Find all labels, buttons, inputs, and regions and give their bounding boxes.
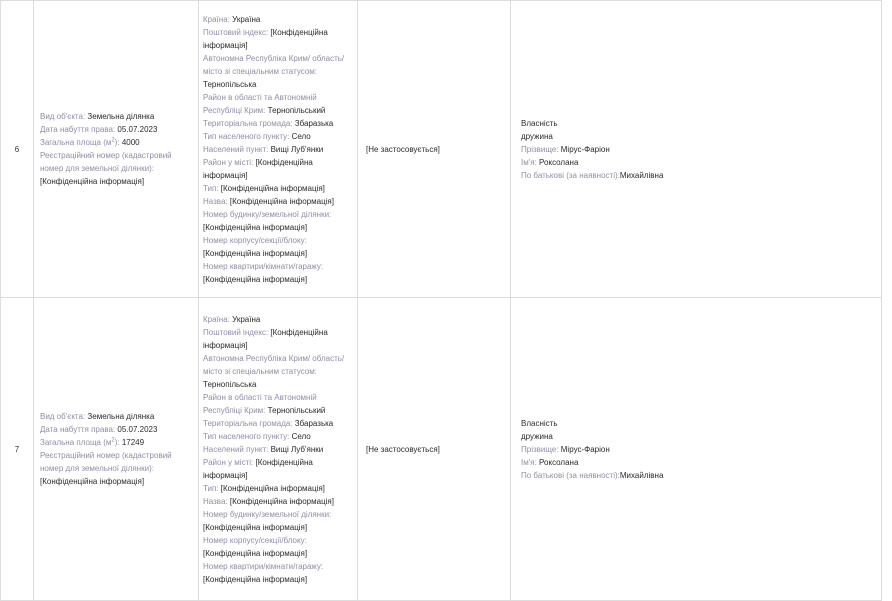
city-district-value: [Конфіденційна інформація] [203, 157, 313, 180]
table-row [1, 1, 882, 298]
object-type-value: Земельна ділянка [87, 412, 155, 421]
house-number-value: [Конфіденційна інформація] [203, 222, 308, 232]
house-number-label: Номер будинку/земельної ділянки: [203, 509, 332, 519]
area-label: Загальна площа $(м^2)$: [40, 137, 120, 147]
postal-label: Поштовий індекс: [203, 27, 269, 37]
patronymic-label: По батькові (за наявності): [521, 170, 620, 180]
community-value: Збаразька [294, 418, 334, 428]
object-cell [34, 298, 199, 601]
right-cell [358, 298, 511, 601]
region-value: Тернопільська [203, 379, 257, 389]
right-type: Власність [521, 118, 558, 128]
city-district-label: Район у місті: [203, 157, 254, 167]
apartment-value: [Конфіденційна інформація] [203, 574, 308, 584]
registration-number-label: Реєстраційний номер (кадастровий номер для земельної ділянки): [40, 151, 172, 173]
object-type-label: Вид об'єкта: [40, 412, 86, 421]
building-label: Номер корпусу/секції/блоку: [203, 535, 307, 545]
acquisition-date-label: Дата набуття права: [40, 425, 116, 434]
row-number: 6 [1, 1, 34, 298]
street-type-label: Тип: [203, 483, 219, 493]
acquisition-date-value: 05.07.2023 [117, 125, 158, 134]
street-type-label: Тип: [203, 183, 219, 193]
apartment-label: Номер квартири/кімнати/гаражу: [203, 561, 324, 571]
street-name-label: Назва: [203, 196, 228, 206]
country-value: Україна [232, 14, 261, 24]
surname-value: Мірус-Фаріон [560, 444, 610, 454]
region-value: Тернопільська [203, 79, 257, 89]
building-label: Номер корпусу/секції/блоку: [203, 235, 307, 245]
first-name-value: Роксолана [539, 157, 579, 167]
surname-label: Прізвище: [521, 444, 559, 454]
registration-number-value: [Конфіденційна інформація] [40, 177, 145, 186]
area-value: 17249 [121, 438, 145, 447]
patronymic-label: По батькові (за наявності): [521, 470, 620, 480]
patronymic-value: Михайлівна [619, 470, 664, 480]
owner-relation: дружина [521, 131, 553, 141]
house-number-label: Номер будинку/земельної ділянки: [203, 209, 332, 219]
address-cell [199, 298, 358, 601]
district-label: Район в області та Автономній Республіці Крим: [203, 92, 317, 115]
owner-relation: дружина [521, 431, 553, 441]
postal-label: Поштовий індекс: [203, 327, 269, 337]
postal-value: [Конфіденційна інформація] [203, 27, 328, 50]
region-label: Автономна Республіка Крим/ область/місто зі спеціальним статусом: [203, 353, 345, 376]
apartment-value: [Конфіденційна інформація] [203, 274, 308, 284]
settlement-type-value: Село [291, 431, 311, 441]
address-cell [199, 1, 358, 298]
object-cell [34, 1, 199, 298]
patronymic-value: Михайлівна [619, 170, 664, 180]
right-value: [Не застосовується] [366, 144, 440, 154]
district-value: Тернопільський [267, 105, 326, 115]
area-value: 4000 [121, 138, 140, 147]
settlement-type-value: Село [291, 131, 311, 141]
settlement-label: Населений пункт: [203, 144, 269, 154]
street-name-value: [Конфіденційна інформація] [229, 496, 334, 506]
postal-value: [Конфіденційна інформація] [203, 327, 328, 350]
surname-label: Прізвище: [521, 144, 559, 154]
street-type-value: [Конфіденційна інформація] [220, 183, 325, 193]
settlement-value: Вищі Луб'янки [270, 444, 324, 454]
country-label: Країна: [203, 14, 230, 24]
registration-number-value: [Конфіденційна інформація] [40, 477, 145, 486]
city-district-label: Район у місті: [203, 457, 254, 467]
community-value: Збаразька [294, 118, 334, 128]
settlement-type-label: Тип населеного пункту: [203, 431, 290, 441]
acquisition-date-value: 05.07.2023 [117, 425, 158, 434]
city-district-value: [Конфіденційна інформація] [203, 457, 313, 480]
right-cell [358, 1, 511, 298]
community-label: Територіальна громада: [203, 118, 293, 128]
row-number: 7 [1, 298, 34, 601]
settlement-value: Вищі Луб'янки [270, 144, 324, 154]
street-type-value: [Конфіденційна інформація] [220, 483, 325, 493]
owner-cell [511, 298, 882, 601]
object-type-value: Земельна ділянка [87, 112, 155, 121]
community-label: Територіальна громада: [203, 418, 293, 428]
street-name-value: [Конфіденційна інформація] [229, 196, 334, 206]
area-label: Загальна площа $(м^2)$: [40, 437, 120, 447]
settlement-type-label: Тип населеного пункту: [203, 131, 290, 141]
apartment-label: Номер квартири/кімнати/гаражу: [203, 261, 324, 271]
first-name-label: Ім'я: [521, 157, 537, 167]
district-value: Тернопільський [267, 405, 326, 415]
country-value: Україна [232, 314, 261, 324]
acquisition-date-label: Дата набуття права: [40, 125, 116, 134]
object-type-label: Вид об'єкта: [40, 112, 86, 121]
right-value: [Не застосовується] [366, 444, 440, 454]
country-label: Країна: [203, 314, 230, 324]
right-type: Власність [521, 418, 558, 428]
street-name-label: Назва: [203, 496, 228, 506]
house-number-value: [Конфіденційна інформація] [203, 522, 308, 532]
table-row [1, 298, 882, 601]
first-name-label: Ім'я: [521, 457, 537, 467]
district-label: Район в області та Автономній Республіці Крим: [203, 392, 317, 415]
first-name-value: Роксолана [539, 457, 579, 467]
region-label: Автономна Республіка Крим/ область/місто зі спеціальним статусом: [203, 53, 345, 76]
building-value: [Конфіденційна інформація] [203, 248, 308, 258]
surname-value: Мірус-Фаріон [560, 144, 610, 154]
building-value: [Конфіденційна інформація] [203, 548, 308, 558]
settlement-label: Населений пункт: [203, 444, 269, 454]
registration-number-label: Реєстраційний номер (кадастровий номер для земельної ділянки): [40, 451, 172, 473]
owner-cell [511, 1, 882, 298]
